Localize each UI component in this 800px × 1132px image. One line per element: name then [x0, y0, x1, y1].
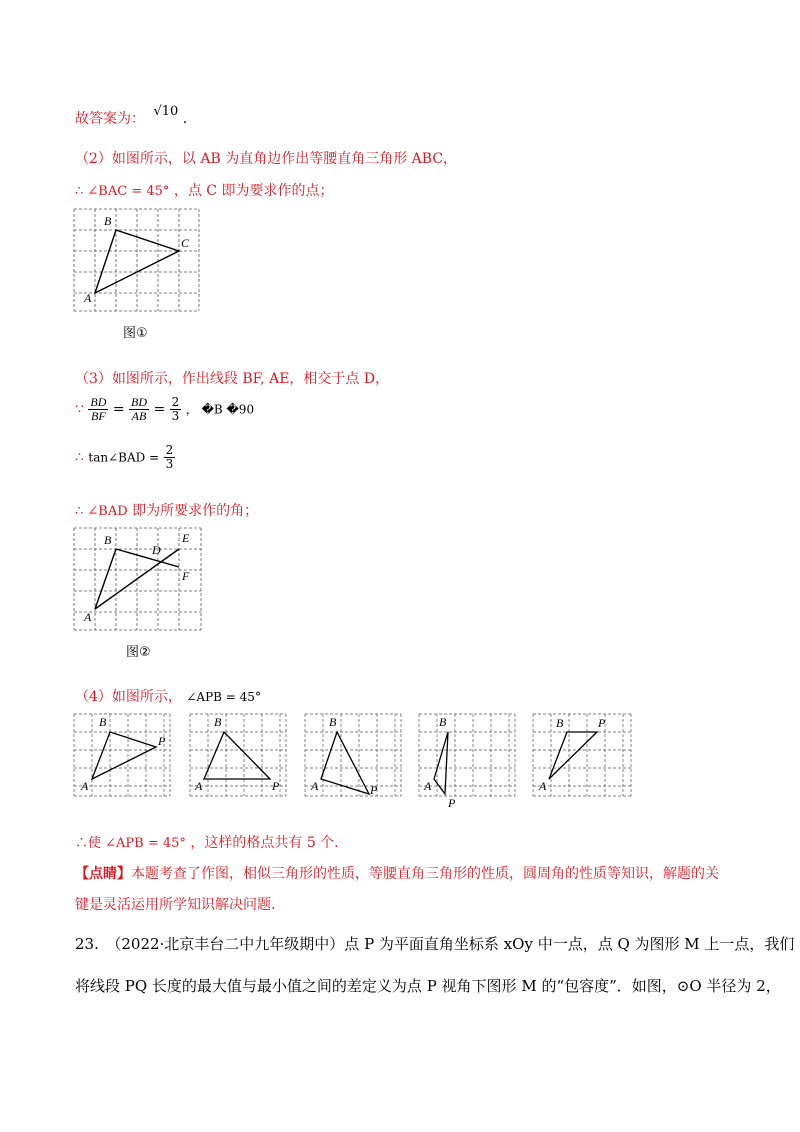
part3-ratio: [75, 396, 254, 423]
figure-4-2: [188, 712, 288, 797]
segment-bf: [116, 549, 179, 567]
f5-label-b: B: [556, 716, 564, 730]
figure-1-caption: 图①: [123, 326, 148, 341]
f4-label-p: P: [448, 796, 456, 810]
answer-value: √10: [153, 104, 179, 119]
frac2-den: AB: [131, 409, 147, 423]
label-a2: A: [84, 610, 92, 624]
f5-label-a: A: [539, 779, 547, 793]
f1-label-b: B: [99, 715, 107, 729]
frac1-num: BD: [90, 395, 107, 409]
tan-text: tan∠BAD =: [88, 450, 160, 465]
figure-4-3: [303, 712, 403, 802]
part4-math: ∠APB = 45°: [186, 690, 261, 704]
figure-4-5: [531, 712, 633, 797]
frac3-num: 2: [171, 395, 180, 409]
answer-line: [75, 104, 188, 128]
figure-4-1: [72, 712, 172, 797]
comment-tag: 【点睛】: [75, 866, 131, 882]
label-c: C: [181, 236, 190, 250]
label-b: B: [104, 214, 112, 228]
frac-tan: [164, 444, 176, 471]
frac2-num: BD: [131, 395, 148, 409]
frac3-den: 3: [171, 409, 180, 423]
f3-label-p: P: [370, 783, 378, 797]
frac-bd-ab: [129, 396, 149, 423]
part3-line1: （3）如图所示，作出线段 BF, AE，相交于点 D，: [75, 371, 390, 387]
garbled-text: ， �B �90: [185, 402, 255, 417]
part4-text: （4）如图所示，: [75, 689, 182, 705]
comment-line1: [75, 863, 719, 883]
because-sign: ∵: [75, 401, 84, 418]
f5-label-p: P: [598, 716, 606, 730]
frac4-num: 2: [165, 443, 174, 457]
conclusion-text: ，这样的格点共有 5 个.: [190, 835, 339, 851]
f4-label-a: A: [424, 779, 432, 793]
frac-bd-bf: [88, 396, 108, 423]
frac-2-3: [170, 396, 182, 423]
f1-label-a: A: [81, 779, 89, 793]
answer-prefix: 故答案为：: [75, 111, 145, 127]
conclusion-math: ∴使 ∠APB = 45°: [75, 836, 186, 851]
frac1-den: BF: [91, 409, 106, 423]
figure-2: [72, 524, 204, 634]
answer-suffix: .: [182, 111, 188, 127]
part3-math: ∴ ∠BAD: [75, 504, 128, 519]
figure-1: [72, 205, 202, 315]
label-d: D: [152, 543, 161, 557]
label-f: F: [182, 569, 190, 583]
part4-line1: [75, 686, 261, 706]
eq2: =: [153, 401, 166, 418]
part2-line2: [75, 180, 333, 200]
segment-ab: [95, 549, 116, 609]
figure-2-caption: 图②: [126, 645, 151, 660]
f1-label-p: P: [158, 734, 166, 748]
part2-line1: （2）如图所示，以 AB 为直角边作出等腰直角三角形 ABC，: [75, 151, 458, 167]
f2-label-p: P: [272, 779, 280, 793]
part2-text: ，点 C 即为要求作的点；: [173, 183, 334, 199]
frac4-den: 3: [165, 457, 174, 471]
f2-label-b: B: [214, 715, 222, 729]
eq1: =: [112, 401, 125, 418]
figure-4-4: [417, 712, 517, 810]
part4-conclusion: [75, 832, 339, 852]
q23-line2: 将线段 PQ 长度的最大值与最小值之间的差定义为点 P 视角下图形 M 的“包容度”．如图，⊙O 半径为 2，: [75, 977, 781, 995]
comment-text1: 本题考查了作图，相似三角形的性质，等腰直角三角形的性质，圆周角的性质等知识，解题的关: [131, 866, 719, 882]
label-a: A: [84, 291, 92, 305]
comment-line2: 键是灵活运用所学知识解决问题.: [75, 897, 276, 913]
therefore-sign: ∴: [75, 449, 84, 466]
q23-line1: 23. （2022·北京丰台二中九年级期中）点 P 为平面直角坐标系 xOy 中一点，点 Q 为图形 M 上一点，我们: [75, 935, 795, 953]
part2-math: ∴ ∠BAC = 45°: [75, 184, 170, 199]
part3-tan: [75, 444, 175, 471]
f4-label-b: B: [439, 715, 447, 729]
f3-label-a: A: [311, 779, 319, 793]
part3-text: 即为所要求作的角；: [132, 503, 259, 519]
part3-line4: [75, 500, 258, 520]
f2-label-a: A: [195, 779, 203, 793]
label-b2: B: [104, 533, 112, 547]
f3-label-b: B: [329, 715, 337, 729]
label-e: E: [182, 531, 190, 545]
